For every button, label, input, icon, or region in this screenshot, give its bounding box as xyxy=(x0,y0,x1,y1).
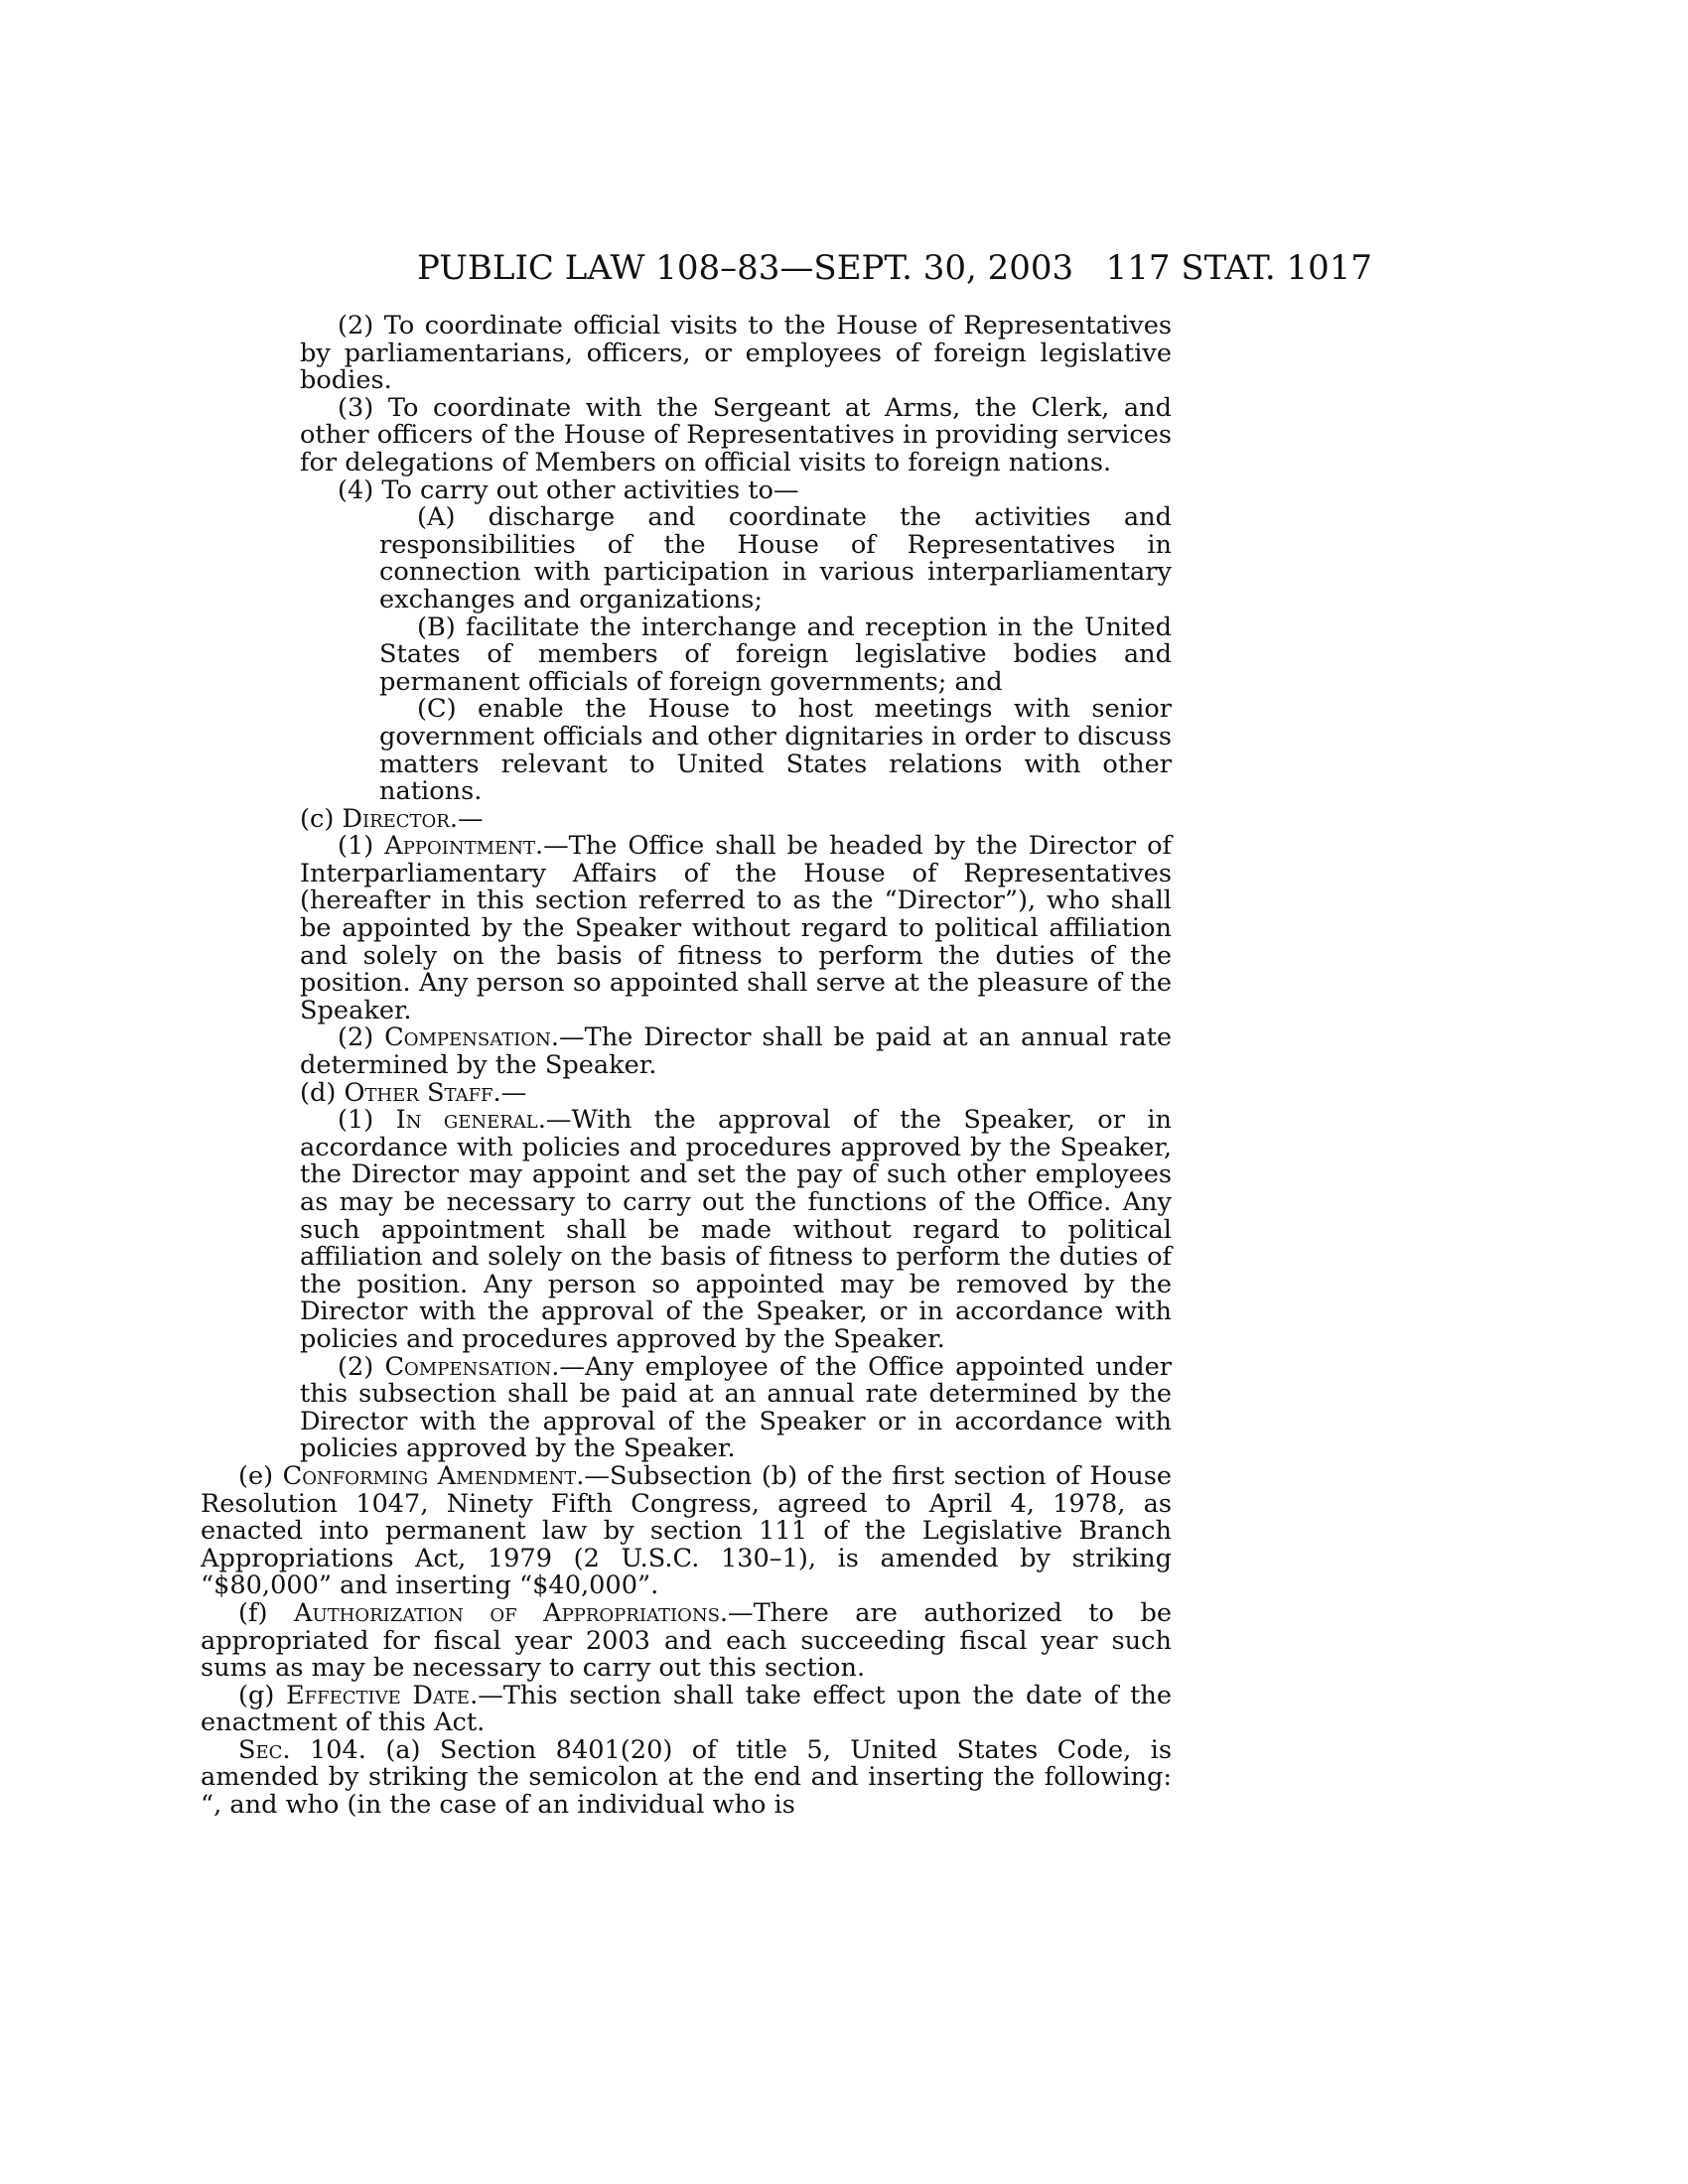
subparagraph-a-discharge: (A) discharge and coordinate the activities and responsibilities of the House of Representatives in connection with participation in various interparliamentary exchanges and organizations; xyxy=(379,502,1172,614)
paragraph-4-other-activities: (4) To carry out other activities to— xyxy=(338,475,799,505)
paragraph-3-coordinate-sergeant: (3) To coordinate with the Sergeant at Arms, the Clerk, and other officers of the House of Representatives in providing services for delegations of Members on official visits to foreign nations. xyxy=(300,392,1172,478)
paragraph-heading: Compensation xyxy=(384,1351,552,1382)
paragraph-2-coordinate-visits: (2) To coordinate official visits to the House of Representatives by parliamentarians, officers, or employees of foreign legislative bodies. xyxy=(300,311,1172,396)
stat-citation: 117 STAT. 1017 xyxy=(1105,248,1372,288)
subsection-g-effective-date: (g) Effective Date.—This section shall take effect upon the date of the enactment of this Act. xyxy=(201,1680,1172,1738)
subsection-heading: Authorization of Appropriations xyxy=(293,1597,720,1628)
paragraph-1-appointment: (1) Appointment.—The Office shall be headed by the Director of Interparliamentary Affairs of the House of Representatives (hereafter in this section referred to as the “Director”), who shall be appointed by the Speaker without regard to political affiliation and solely on the basis of fitness to perform the duties of the position. Any person so appointed shall serve at the pleasure of the Speaker. xyxy=(300,831,1173,1025)
subsection-heading: Other Staff xyxy=(344,1077,493,1108)
subsection-e-conforming-amendment: (e) Conforming Amendment.—Subsection (b) of the first section of House Resolution 1047, Ninety Fifth Congress, agreed to April 4, 1978, as enacted into permanent law by section 111 of the Legislative Branch Appropriations Act, 1979 (2 U.S.C. 130–1), is amended by striking “$80,000” and inserting “$40,000”. xyxy=(201,1460,1172,1601)
subsection-d-other-staff: (d) Other Staff.— xyxy=(300,1077,527,1108)
page-header xyxy=(417,248,1372,288)
paragraph-2-compensation: (2) Compensation.—The Director shall be paid at an annual rate determined by the Speaker. xyxy=(300,1023,1173,1081)
subsection-heading: Director xyxy=(342,803,450,834)
section-label: Sec xyxy=(238,1734,283,1765)
running-head: PUBLIC LAW 108–83—SEPT. 30, 2003 xyxy=(417,248,1074,288)
paragraph-heading: In general xyxy=(395,1105,538,1136)
subparagraph-b-facilitate: (B) facilitate the interchange and reception in the United States of members of foreign legislative bodies and permanent officials of foreign governments; and xyxy=(379,612,1172,697)
section-104: Sec. 104. (a) Section 8401(20) of title 5, United States Code, is amended by striking the semicolon at the end and inserting the following: “, and who (in the case of an individual who is xyxy=(201,1734,1172,1821)
paragraph-1-in-general: (1) In general.—With the approval of the Speaker, or in accordance with policies and procedures approved by the Speaker, the Director may appoint and set the pay of such other employees as may be necessary to carry out the functions of the Office. Any such appointment shall be made without regard to political affiliation and solely on the basis of fitness to perform the duties of the position. Any person so appointed may be removed by the Director with the approval of the Speaker, or in accordance with policies and procedures approved by the Speaker. xyxy=(300,1105,1172,1354)
subsection-heading: Effective Date xyxy=(285,1680,471,1710)
paragraph-2-staff-compensation: (2) Compensation.—Any employee of the Office appointed under this subsection shall be paid at an annual rate determined by the Director with the approval of the Speaker or in accordance with policies approved by the Speaker. xyxy=(300,1351,1173,1464)
subsection-c-director: (c) Director.— xyxy=(300,803,484,834)
subsection-heading: Conforming Amendment xyxy=(282,1460,577,1491)
subparagraph-c-enable: (C) enable the House to host meetings with senior government officials and other dignitaries in order to discuss matters relevant to United States relations with other nations. xyxy=(379,694,1172,807)
paragraph-heading: Appointment xyxy=(384,831,535,862)
body-text xyxy=(201,311,1173,1821)
subsection-f-authorization: (f) Authorization of Appropriations.—There are authorized to be appropriated for fiscal year 2003 and each succeeding fiscal year such sums as may be necessary to carry out this section. xyxy=(201,1597,1172,1684)
paragraph-heading: Compensation xyxy=(384,1023,551,1053)
